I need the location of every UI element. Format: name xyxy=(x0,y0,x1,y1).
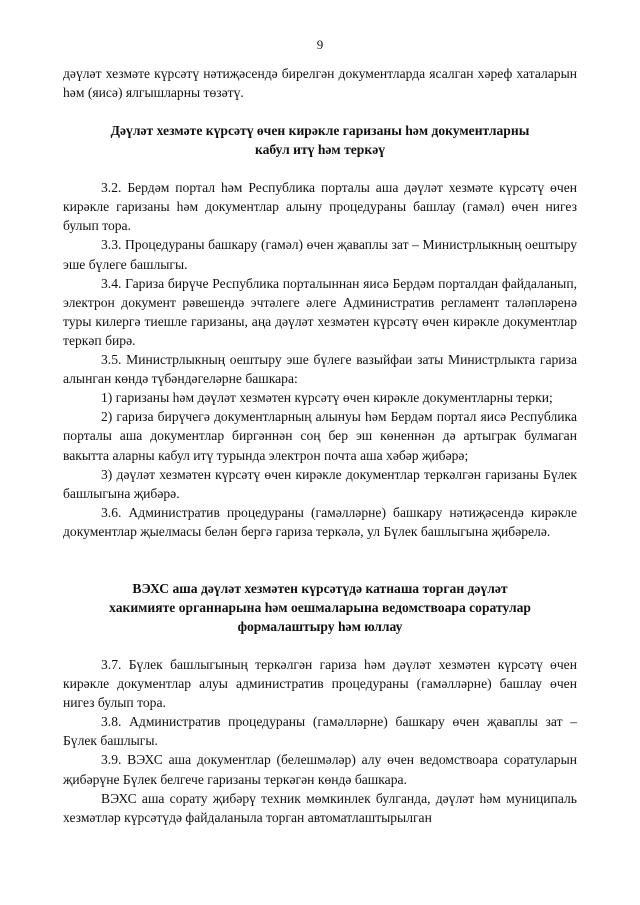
paragraph-3-2: 3.2. Бердәм портал һәм Республика порталы аша дәүләт хезмәте күрсәтү өчен кирәкле гаризаны һәм документлар алыну процедураны башлау (гамәл) өчен нигез булып тора. xyxy=(63,180,577,234)
paragraph-3-7: 3.7. Бүлек башлыгының теркәлгән гариза һәм дәүләт хезмәтен күрсәтү өчен кирәкле документлар алуы административ процедураны (гамәлләрне) башлау өчен нигез булып тора. xyxy=(63,656,577,711)
section-1-body xyxy=(63,178,577,541)
paragraph-3-9: 3.9. ВЭХС аша документлар (белешмәләр) алу өчен ведомствоара соратуларын җибәрүне Бүлек белгече гаризаны теркәгән көндә башкара. xyxy=(63,752,577,787)
page-number: 9 xyxy=(316,37,324,52)
document-body xyxy=(63,64,577,827)
list-item-2: 2) гариза бирүчегә документларның алынуы һәм Бердәм портал яисә Республика порталы аша документлар биргәннән соң бер эш көненнән дә артыграк булмаган вакытта аларны кабул итү турында электрон почта аша хәбәр җибәрә; xyxy=(63,409,577,463)
list-item-3: 3) дәүләт хезмәтен күрсәтү өчен кирәкле документлар теркәлгән гаризаны Бүлек башлыгына җибәрә. xyxy=(63,466,577,501)
section-heading-2 xyxy=(63,579,577,636)
paragraph-3-6: 3.6. Административ процедураны (гамәлләрне) башкару нәтиҗәсендә кирәкле документлар җыелмасы белән бергә гариза теркәлә, ул Бүлек башлыгына җибәрелә. xyxy=(63,504,577,539)
section-heading-2-line-2: хакимияте органнарына һәм оешмаларына ведомствоара соратулар xyxy=(109,599,531,615)
spacer xyxy=(63,636,577,655)
paragraph-vehs: ВЭХС аша сорату җибәрү техник мөмкинлек булганда, дәүләт һәм муниципаль хезмәтләр күрсәтүдә файдаланыла торган автоматлаштырылган xyxy=(63,790,577,825)
section-heading-2-line-1: ВЭХС аша дәүләт хезмәтен күрсәтүдә катнаша торган дәүләт xyxy=(132,580,508,596)
section-heading-1 xyxy=(63,121,577,159)
paragraph-3-8: 3.8. Административ процедураны (гамәлләрне) башкару өчен җаваплы зат – Бүлек башлыгы. xyxy=(63,714,577,749)
spacer xyxy=(63,159,577,178)
paragraph-3-4: 3.4. Гариза бирүче Республика порталыннан яисә Бердәм порталдан файдаланып, электрон документ рәвешендә эчтәлеге әлеге Административ регламент таләпләренә туры килергә тиешле гаризаны, аңа дәүләт хезмәтен күрсәтү өчен кирәкле документлар теркәп бирә. xyxy=(63,275,577,348)
spacer xyxy=(63,541,577,579)
paragraph-3-3: 3.3. Процедураны башкару (гамәл) өчен җаваплы зат – Министрлыкның оештыру эше бүлеге башлыгы. xyxy=(63,237,577,272)
section-heading-1-line-2: кабул итү һәм теркәү xyxy=(254,142,386,158)
section-2-body xyxy=(63,655,577,827)
paragraph-3-5: 3.5. Министрлыкның оештыру эше бүлеге вазыйфаи заты Министрлыкта гариза алынган көндә түбәндәгеләрне башкара: xyxy=(63,352,577,387)
section-heading-2-line-3: формалаштыру һәм юллау xyxy=(237,618,403,634)
section-heading-1-line-1: Дәүләт хезмәте күрсәтү өчен кирәкле гаризаны һәм документларны xyxy=(110,123,530,139)
spacer xyxy=(63,102,577,121)
list-item-1: 1) гаризаны һәм дәүләт хезмәтен күрсәтү өчен кирәкле документларны терки; xyxy=(101,390,553,406)
intro-paragraph: дәүләт хезмәте күрсәтү нәтиҗәсендә бирелгән документларда ясалган хәреф хаталарын һәм (яисә) ялгышларны төзәтү. xyxy=(63,66,577,101)
